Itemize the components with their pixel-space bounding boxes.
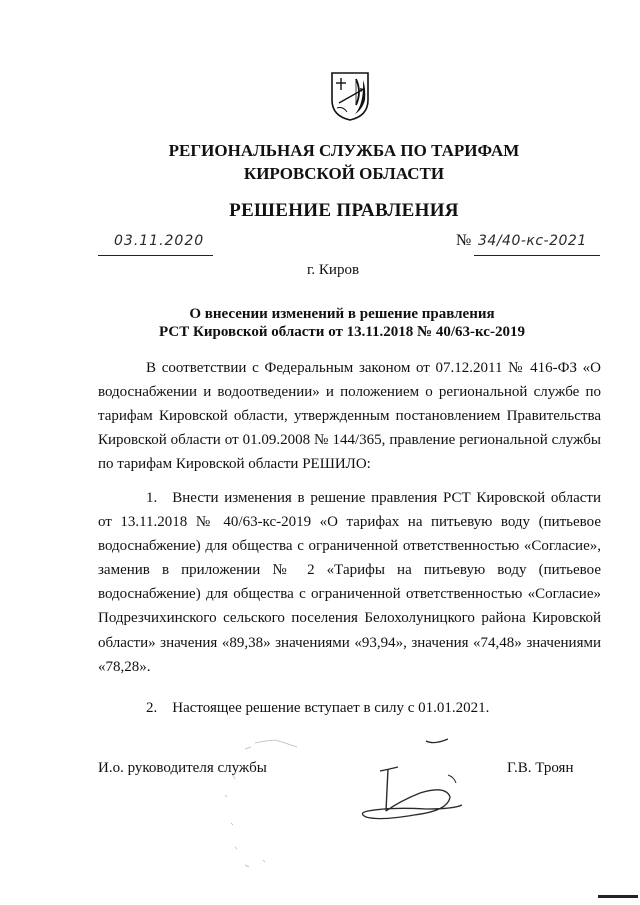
intro-paragraph: В соответствии с Федеральным законом от 07.12.2011 № 416-ФЗ «О водоснабжении и водоотведении» и положением о региональной службе по тарифам Кировской области, утвержденным постановлением Правительства Кировской области от 01.09.2008 № 144/365, правление региональной службы по тарифам Кировской области РЕШИЛО:: [98, 360, 601, 473]
organization-name-line1: РЕГИОНАЛЬНАЯ СЛУЖБА ПО ТАРИФАМ: [168, 141, 520, 160]
handwritten-signature: [330, 735, 480, 830]
signatory-name: Г.В. Троян: [507, 760, 574, 776]
document-date: 03.11.2020: [114, 233, 205, 249]
document-number: 34/40-кс-2021: [478, 233, 587, 249]
city: г. Киров: [306, 262, 360, 278]
decision-item-1: 1. Внести изменения в решение правления РСТ Кировской области от 13.11.2018 № 40/63-кс-2019 «О тарифах на питьевую воду (питьевое водоснабжение) для общества с ограниченной ответственностью «Согласие», заменив в приложении № 2 «Тарифы на питьевую воду (питьевое водоснабжение) для общества с ограниченной ответственностью «Согласие» Подрезчихинского сельского поселения Белохолуницкого района Кировской области» значения «89,38» значениями «93,94», значения «74,48» значениями «78,28».: [98, 490, 601, 675]
number-field: [474, 233, 600, 256]
date-field: [98, 233, 213, 256]
subject-line2: РСТ Кировской области от 13.11.2018 № 40/63-кс-2019: [159, 324, 525, 340]
scan-edge-mark: [598, 895, 638, 898]
faint-stamp-mark: [205, 735, 305, 885]
kirov-coat-of-arms-icon: [329, 70, 371, 122]
decision-item-2: 2. Настоящее решение вступает в силу с 01.01.2021.: [146, 700, 490, 716]
number-sign: №: [456, 232, 472, 249]
organization-name-line2: КИРОВСКОЙ ОБЛАСТИ: [243, 164, 445, 183]
document-title: РЕШЕНИЕ ПРАВЛЕНИЯ: [229, 200, 459, 221]
signatory-position: И.о. руководителя службы: [98, 760, 267, 776]
subject-line1: О внесении изменений в решение правления: [189, 306, 495, 322]
